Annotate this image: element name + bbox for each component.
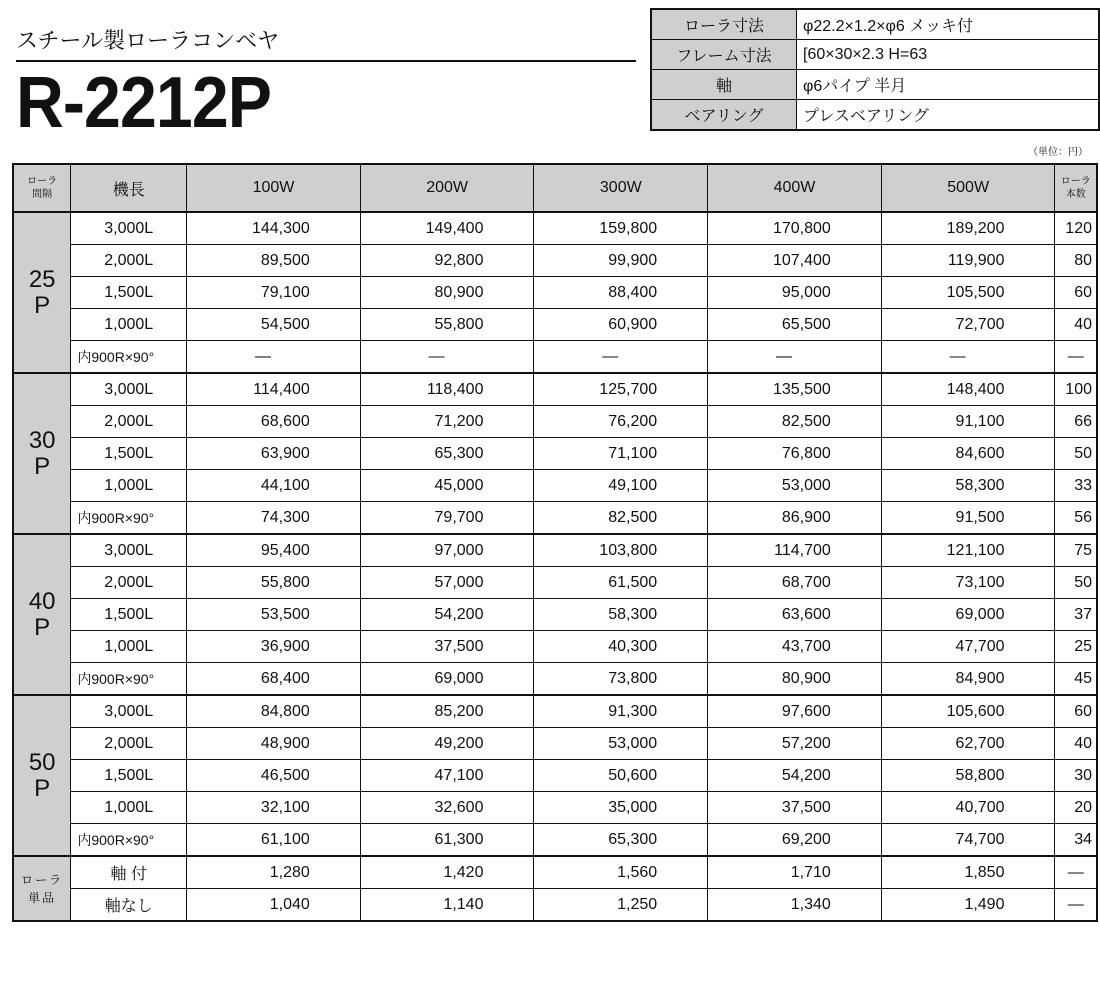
length-cell: 1,500L — [71, 277, 187, 309]
price-cell: 50,600 — [534, 760, 708, 792]
roller-count-cell: 50 — [1055, 567, 1097, 599]
length-cell: 3,000L — [71, 534, 187, 567]
price-cell: 91,500 — [881, 502, 1055, 535]
roller-count-cell: 60 — [1055, 277, 1097, 309]
price-cell: 1,710 — [708, 856, 882, 889]
col-header-width: 500W — [881, 164, 1055, 212]
price-cell: 97,000 — [360, 534, 534, 567]
col-header-pitch: ローラ 間隔 — [13, 164, 71, 212]
price-cell: 80,900 — [360, 277, 534, 309]
price-cell: 82,500 — [534, 502, 708, 535]
price-group — [13, 695, 1097, 856]
roller-count-cell: 100 — [1055, 373, 1097, 406]
spec-label: ローラ寸法 — [651, 9, 797, 40]
price-cell: 65,300 — [534, 824, 708, 857]
price-cell: 54,200 — [708, 760, 882, 792]
price-cell: 49,100 — [534, 470, 708, 502]
table-row — [13, 695, 1097, 728]
price-cell: 58,300 — [881, 470, 1055, 502]
price-group — [13, 856, 1097, 921]
price-cell: 54,200 — [360, 599, 534, 631]
price-cell: 144,300 — [187, 212, 361, 245]
spec-label: フレーム寸法 — [651, 40, 797, 70]
spec-value: φ22.2×1.2×φ6 メッキ付 — [797, 9, 1100, 40]
price-cell: 149,400 — [360, 212, 534, 245]
roller-count-cell: 20 — [1055, 792, 1097, 824]
price-cell: 1,420 — [360, 856, 534, 889]
price-cell: 69,000 — [881, 599, 1055, 631]
price-cell: 54,500 — [187, 309, 361, 341]
roller-count-cell: — — [1055, 889, 1097, 922]
price-cell: 63,900 — [187, 438, 361, 470]
price-table — [12, 163, 1098, 922]
price-group — [13, 534, 1097, 695]
roller-count-cell: 40 — [1055, 728, 1097, 760]
price-cell: 95,400 — [187, 534, 361, 567]
roller-count-cell: 50 — [1055, 438, 1097, 470]
price-cell: 76,200 — [534, 406, 708, 438]
price-cell: 57,000 — [360, 567, 534, 599]
length-cell: 軸なし — [71, 889, 187, 922]
price-cell: 79,100 — [187, 277, 361, 309]
table-row — [13, 856, 1097, 889]
price-cell: 32,600 — [360, 792, 534, 824]
length-cell: 2,000L — [71, 245, 187, 277]
price-cell: — — [360, 341, 534, 374]
length-cell: 3,000L — [71, 212, 187, 245]
price-cell: 92,800 — [360, 245, 534, 277]
spec-label: 軸 — [651, 70, 797, 100]
roller-count-cell: — — [1055, 856, 1097, 889]
price-cell: 1,850 — [881, 856, 1055, 889]
price-cell: 69,000 — [360, 663, 534, 696]
price-cell: 125,700 — [534, 373, 708, 406]
length-cell: 内900R×90° — [71, 502, 187, 535]
price-cell: — — [708, 341, 882, 374]
table-row — [13, 760, 1097, 792]
table-row — [13, 341, 1097, 374]
pitch-cell: 50 P — [13, 695, 71, 856]
col-header-length: 機長 — [71, 164, 187, 212]
price-cell: 65,500 — [708, 309, 882, 341]
price-cell: 86,900 — [708, 502, 882, 535]
price-cell: 60,900 — [534, 309, 708, 341]
roller-count-cell: 75 — [1055, 534, 1097, 567]
price-cell: 68,700 — [708, 567, 882, 599]
price-cell: 61,500 — [534, 567, 708, 599]
length-cell: 1,000L — [71, 470, 187, 502]
price-cell: 40,700 — [881, 792, 1055, 824]
price-cell: 40,300 — [534, 631, 708, 663]
roller-count-cell: 33 — [1055, 470, 1097, 502]
length-cell: 3,000L — [71, 373, 187, 406]
roller-count-cell: 80 — [1055, 245, 1097, 277]
table-row — [13, 792, 1097, 824]
roller-count-cell: 60 — [1055, 695, 1097, 728]
price-cell: 159,800 — [534, 212, 708, 245]
price-group — [13, 212, 1097, 373]
price-cell: 71,100 — [534, 438, 708, 470]
unit-note: （単位：円） — [1028, 147, 1088, 158]
header-row — [13, 164, 1097, 212]
price-cell: 47,100 — [360, 760, 534, 792]
spec-row — [651, 40, 1099, 70]
roller-count-cell: 66 — [1055, 406, 1097, 438]
table-row — [13, 373, 1097, 406]
price-cell: 44,100 — [187, 470, 361, 502]
price-cell: 103,800 — [534, 534, 708, 567]
price-cell: 32,100 — [187, 792, 361, 824]
roller-count-cell: — — [1055, 341, 1097, 374]
table-row — [13, 245, 1097, 277]
price-cell: 1,560 — [534, 856, 708, 889]
price-cell: 148,400 — [881, 373, 1055, 406]
price-cell: 105,500 — [881, 277, 1055, 309]
pitch-cell: 30 P — [13, 373, 71, 534]
spec-label: ベアリング — [651, 100, 797, 131]
price-cell: 35,000 — [534, 792, 708, 824]
model-number: R-2212P — [16, 63, 271, 143]
table-row — [13, 889, 1097, 922]
price-cell: 68,600 — [187, 406, 361, 438]
spec-value: φ6パイプ 半月 — [797, 70, 1100, 100]
price-cell: 62,700 — [881, 728, 1055, 760]
price-cell: 36,900 — [187, 631, 361, 663]
length-cell: 3,000L — [71, 695, 187, 728]
price-cell: 76,800 — [708, 438, 882, 470]
price-cell: 79,700 — [360, 502, 534, 535]
table-row — [13, 470, 1097, 502]
price-cell: 97,600 — [708, 695, 882, 728]
price-cell: 73,800 — [534, 663, 708, 696]
length-cell: 内900R×90° — [71, 663, 187, 696]
roller-count-cell: 40 — [1055, 309, 1097, 341]
price-cell: 69,200 — [708, 824, 882, 857]
price-cell: 121,100 — [881, 534, 1055, 567]
length-cell: 2,000L — [71, 728, 187, 760]
length-cell: 1,000L — [71, 309, 187, 341]
price-cell: 53,500 — [187, 599, 361, 631]
length-cell: 2,000L — [71, 567, 187, 599]
roller-count-cell: 34 — [1055, 824, 1097, 857]
price-cell: 89,500 — [187, 245, 361, 277]
price-cell: 61,100 — [187, 824, 361, 857]
price-cell: 170,800 — [708, 212, 882, 245]
price-cell: 1,280 — [187, 856, 361, 889]
col-header-width: 100W — [187, 164, 361, 212]
price-cell: 58,300 — [534, 599, 708, 631]
price-cell: 74,300 — [187, 502, 361, 535]
roller-count-cell: 45 — [1055, 663, 1097, 696]
col-header-roller-count: ローラ 本数 — [1055, 164, 1097, 212]
length-cell: 1,500L — [71, 438, 187, 470]
price-cell: 37,500 — [360, 631, 534, 663]
price-cell: 84,800 — [187, 695, 361, 728]
price-cell: 80,900 — [708, 663, 882, 696]
price-cell: — — [881, 341, 1055, 374]
price-cell: 84,900 — [881, 663, 1055, 696]
price-cell: 43,700 — [708, 631, 882, 663]
price-cell: 72,700 — [881, 309, 1055, 341]
table-row — [13, 212, 1097, 245]
price-cell: 55,800 — [360, 309, 534, 341]
price-cell: 99,900 — [534, 245, 708, 277]
price-cell: 85,200 — [360, 695, 534, 728]
roller-count-cell: 30 — [1055, 760, 1097, 792]
spec-table — [650, 8, 1100, 131]
price-cell: 95,000 — [708, 277, 882, 309]
price-cell: 71,200 — [360, 406, 534, 438]
spec-row — [651, 70, 1099, 100]
length-cell: 内900R×90° — [71, 824, 187, 857]
roller-count-cell: 120 — [1055, 212, 1097, 245]
length-cell: 1,500L — [71, 599, 187, 631]
roller-count-cell: 56 — [1055, 502, 1097, 535]
price-cell: 1,250 — [534, 889, 708, 922]
pitch-cell: 25 P — [13, 212, 71, 373]
table-row — [13, 277, 1097, 309]
spec-row — [651, 9, 1099, 40]
price-cell: 49,200 — [360, 728, 534, 760]
col-header-width: 200W — [360, 164, 534, 212]
price-cell: 105,600 — [881, 695, 1055, 728]
length-cell: 1,500L — [71, 760, 187, 792]
table-row — [13, 438, 1097, 470]
price-cell: 84,600 — [881, 438, 1055, 470]
price-cell: 53,000 — [534, 728, 708, 760]
price-cell: 114,700 — [708, 534, 882, 567]
price-cell: 53,000 — [708, 470, 882, 502]
price-cell: 91,100 — [881, 406, 1055, 438]
price-cell: 1,040 — [187, 889, 361, 922]
table-row — [13, 599, 1097, 631]
table-row — [13, 502, 1097, 535]
spec-row — [651, 100, 1099, 131]
col-header-width: 300W — [534, 164, 708, 212]
price-cell: — — [534, 341, 708, 374]
pitch-cell: 40 P — [13, 534, 71, 695]
price-cell: 1,490 — [881, 889, 1055, 922]
price-cell: — — [187, 341, 361, 374]
length-cell: 内900R×90° — [71, 341, 187, 374]
pitch-cell: ローラ 単品 — [13, 856, 71, 921]
price-cell: 1,340 — [708, 889, 882, 922]
price-cell: 73,100 — [881, 567, 1055, 599]
spec-value: [60×30×2.3 H=63 — [797, 40, 1100, 70]
price-cell: 55,800 — [187, 567, 361, 599]
price-cell: 118,400 — [360, 373, 534, 406]
price-cell: 58,800 — [881, 760, 1055, 792]
table-row — [13, 567, 1097, 599]
price-cell: 37,500 — [708, 792, 882, 824]
price-cell: 61,300 — [360, 824, 534, 857]
price-cell: 114,400 — [187, 373, 361, 406]
length-cell: 1,000L — [71, 631, 187, 663]
product-category: スチール製ローラコンベヤ — [16, 28, 280, 53]
spec-value: プレスベアリング — [797, 100, 1100, 131]
price-cell: 135,500 — [708, 373, 882, 406]
table-row — [13, 824, 1097, 857]
price-cell: 68,400 — [187, 663, 361, 696]
price-cell: 91,300 — [534, 695, 708, 728]
price-cell: 45,000 — [360, 470, 534, 502]
length-cell: 軸 付 — [71, 856, 187, 889]
table-row — [13, 728, 1097, 760]
price-cell: 82,500 — [708, 406, 882, 438]
price-cell: 1,140 — [360, 889, 534, 922]
price-cell: 63,600 — [708, 599, 882, 631]
length-cell: 1,000L — [71, 792, 187, 824]
length-cell: 2,000L — [71, 406, 187, 438]
price-group — [13, 373, 1097, 534]
table-row — [13, 534, 1097, 567]
price-cell: 46,500 — [187, 760, 361, 792]
price-cell: 57,200 — [708, 728, 882, 760]
roller-count-cell: 25 — [1055, 631, 1097, 663]
table-row — [13, 631, 1097, 663]
table-row — [13, 406, 1097, 438]
price-cell: 189,200 — [881, 212, 1055, 245]
roller-count-cell: 37 — [1055, 599, 1097, 631]
price-cell: 48,900 — [187, 728, 361, 760]
price-cell: 74,700 — [881, 824, 1055, 857]
price-cell: 88,400 — [534, 277, 708, 309]
col-header-width: 400W — [708, 164, 882, 212]
table-row — [13, 309, 1097, 341]
price-cell: 107,400 — [708, 245, 882, 277]
price-cell: 65,300 — [360, 438, 534, 470]
price-cell: 119,900 — [881, 245, 1055, 277]
price-cell: 47,700 — [881, 631, 1055, 663]
table-row — [13, 663, 1097, 696]
